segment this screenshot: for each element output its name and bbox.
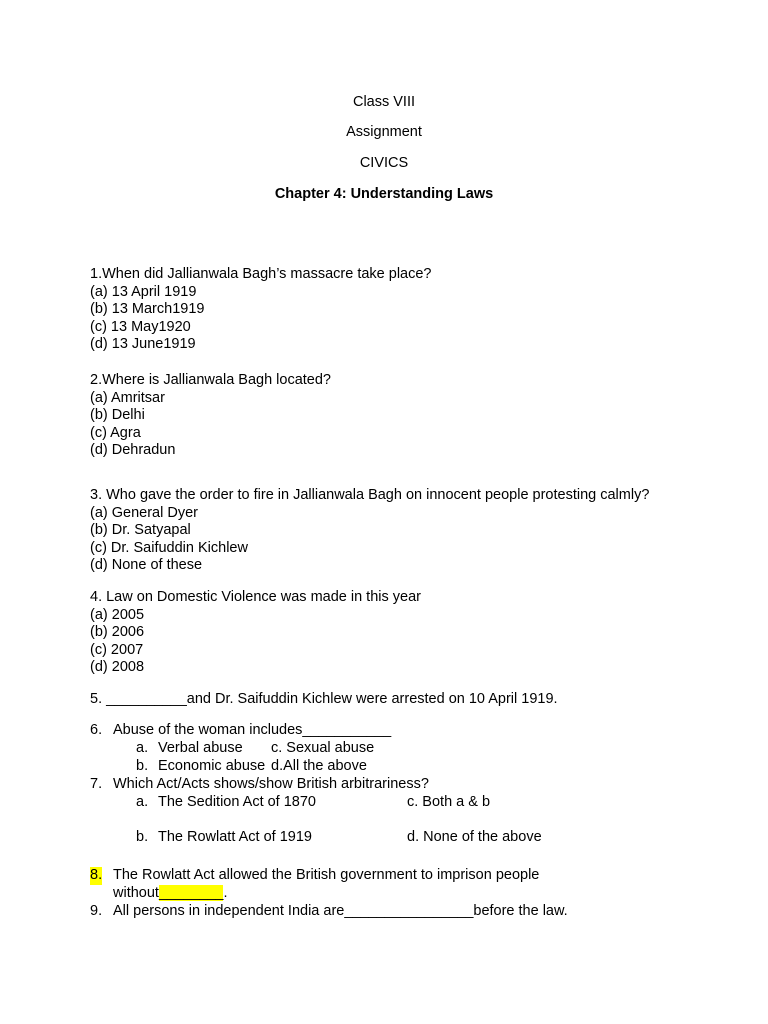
assignment-line: Assignment: [346, 124, 422, 140]
class-line: Class VIII: [352, 94, 416, 110]
option-a: (a) 13 April 1919: [90, 283, 197, 300]
question-text: 5. __________and Dr. Saifuddin Kichlew were arrested on 10 April 1919.: [90, 691, 558, 707]
option-a: (a) General Dyer: [90, 504, 198, 521]
option-a-text: Verbal abuse: [158, 740, 243, 756]
option-b-marker: b.: [136, 758, 149, 774]
option-b-text: Economic abuse: [158, 758, 266, 774]
option-c: (c) Agra: [90, 424, 141, 441]
option-a: (a) Amritsar: [90, 389, 165, 406]
question-text: All persons in independent India are________________before the law.: [113, 903, 568, 919]
option-c: (c) 13 May1920: [90, 318, 191, 335]
option-d-text: d. None of the above: [407, 829, 542, 845]
option-b: (b) Delhi: [90, 407, 145, 423]
option-b: (b) 13 March1919: [90, 301, 205, 317]
question-1: [90, 266, 431, 354]
option-c-text: c. Sexual abuse: [271, 740, 375, 756]
option-b: (b) 2006: [90, 624, 145, 640]
question-text-prefix: without: [113, 885, 159, 901]
highlighted-blank: ________: [158, 885, 224, 901]
question-5: [90, 691, 558, 709]
question-end: .: [223, 885, 228, 901]
option-a-marker: a.: [136, 740, 149, 756]
question-text: 2.Where is Jallianwala Bagh located?: [90, 372, 331, 388]
option-d: (d) 2008: [90, 659, 145, 675]
question-number: 6.: [90, 722, 103, 738]
option-d-text: d.All the above: [271, 758, 367, 774]
question-text: 3. Who gave the order to fire in Jallianwala Bagh on innocent people protesting calmly?: [90, 487, 650, 503]
option-c: (c) 2007: [90, 641, 144, 658]
question-number: 9.: [90, 903, 103, 919]
question-4: [90, 589, 421, 677]
option-b: (b) Dr. Satyapal: [90, 522, 191, 538]
subject-line: CIVICS: [359, 155, 409, 171]
option-d: (d) 13 June1919: [90, 336, 196, 352]
question-text-line-2: [113, 885, 228, 903]
option-a-text: The Sedition Act of 1870: [158, 794, 316, 810]
question-number-highlighted: 8.: [90, 867, 103, 883]
question-3: [90, 487, 649, 575]
option-a: (a) 2005: [90, 606, 145, 623]
question-text: Which Act/Acts shows/show British arbitrariness?: [113, 776, 429, 792]
question-text: 1.When did Jallianwala Bagh’s massacre take place?: [90, 266, 432, 282]
question-text: Abuse of the woman includes___________: [113, 722, 392, 738]
option-d: (d) None of these: [90, 557, 203, 573]
question-number: 7.: [90, 776, 103, 792]
chapter-title: Chapter 4: Understanding Laws: [274, 186, 494, 202]
option-a-marker: a.: [136, 794, 149, 810]
question-text-line-1: The Rowlatt Act allowed the British government to imprison people: [113, 867, 540, 883]
question-2: [90, 372, 331, 460]
option-c-text: c. Both a & b: [407, 794, 491, 810]
option-b-text: The Rowlatt Act of 1919: [158, 829, 312, 845]
option-c: (c) Dr. Saifuddin Kichlew: [90, 539, 248, 556]
question-text: 4. Law on Domestic Violence was made in this year: [90, 589, 421, 605]
option-d: (d) Dehradun: [90, 442, 176, 458]
option-b-marker: b.: [136, 829, 149, 845]
